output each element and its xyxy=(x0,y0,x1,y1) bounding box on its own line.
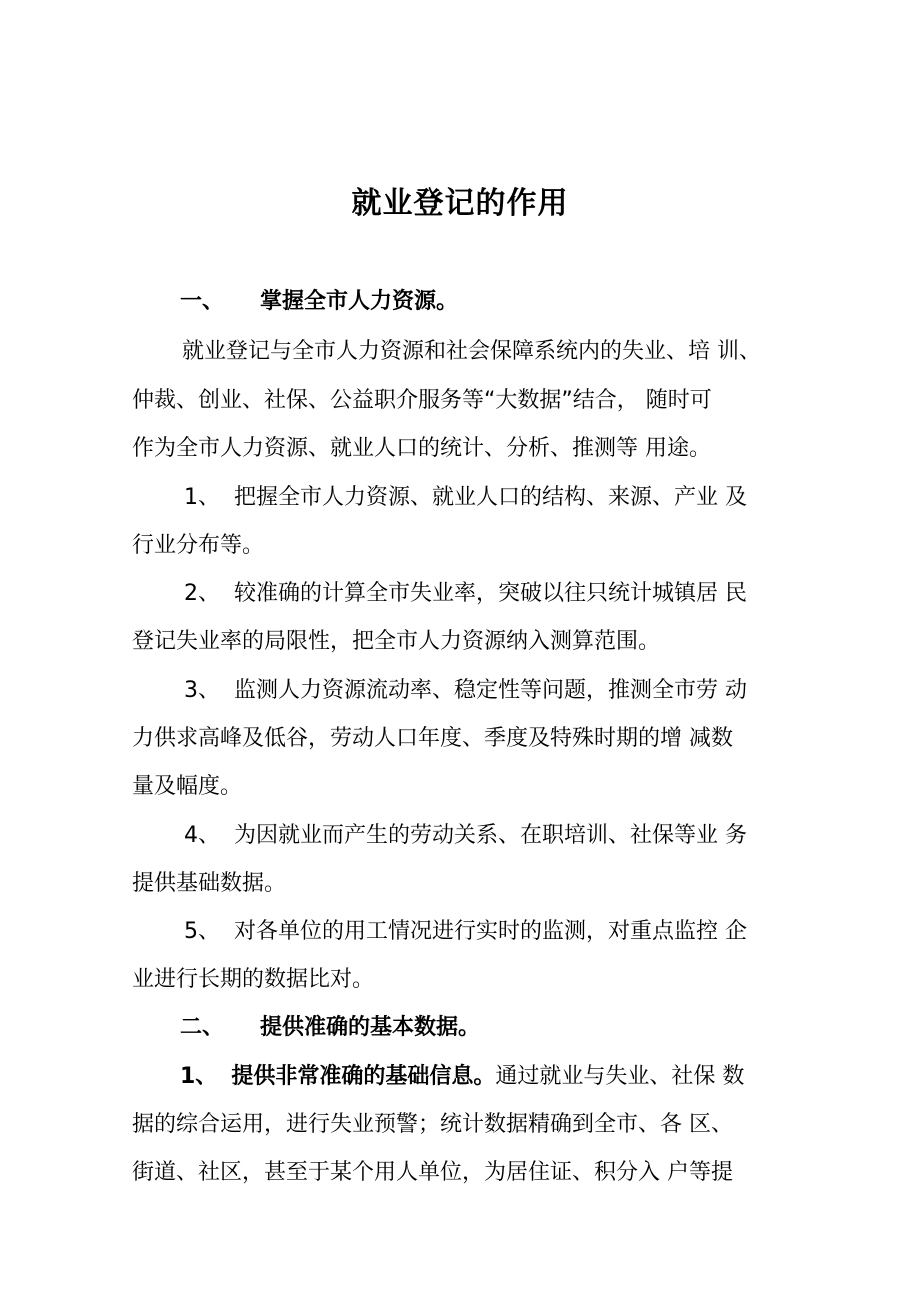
section-1-heading xyxy=(180,287,860,317)
item-1-line-1 xyxy=(184,483,864,513)
item-2-number: 2、 xyxy=(184,581,220,606)
s2-item-1-lead: 提供非常准确的基础信息。 xyxy=(231,1064,496,1089)
item-1-text: 把握全市人力资源、就业人口的结构、来源、产业 及 xyxy=(234,485,747,510)
item-5-line-1 xyxy=(184,917,864,947)
section-2-marker: 二、 xyxy=(180,1015,225,1040)
item-4-line-2: 提供基础数据。 xyxy=(132,871,287,896)
section-1-title: 掌握全市人力资源。 xyxy=(260,289,459,314)
item-5-line-2: 业进行长期的数据比对。 xyxy=(132,967,375,992)
item-5-number: 5、 xyxy=(184,919,220,944)
s2-item-1-line-1 xyxy=(180,1062,860,1092)
intro-line-1: 就业登记与全市人力资源和社会保障系统内的失业、培 训、 xyxy=(182,339,761,364)
item-1-number: 1、 xyxy=(184,485,220,510)
item-3-line-3: 量及幅度。 xyxy=(132,774,243,799)
s2-item-1-rest: 通过就业与失业、社保 数 xyxy=(495,1064,745,1089)
item-3-number: 3、 xyxy=(184,678,220,703)
s2-item-1-number: 1、 xyxy=(180,1064,218,1089)
s2-item-1-line-2: 据的综合运用，进行失业预警；统计数据精确到全市、各 区、 xyxy=(132,1112,733,1137)
section-2-heading xyxy=(180,1013,860,1043)
section-1-marker: 一、 xyxy=(180,289,225,314)
item-3-line-1 xyxy=(184,676,864,706)
item-5-text: 对各单位的用工情况进行实时的监测，对重点监控 企 xyxy=(234,919,747,944)
item-2-line-1 xyxy=(184,579,864,609)
intro-line-2: 仲裁、创业、社保、公益职介服务等“大数据”结合， 随时可 xyxy=(132,388,712,413)
item-4-text: 为因就业而产生的劳动关系、在职培训、社保等业 务 xyxy=(234,823,747,848)
item-4-line-1 xyxy=(184,821,864,851)
item-4-number: 4、 xyxy=(184,823,220,848)
section-2-title: 提供准确的基本数据。 xyxy=(260,1015,481,1040)
item-2-line-2: 登记失业率的局限性，把全市人力资源纳入测算范围。 xyxy=(132,629,661,654)
item-1-line-2: 行业分布等。 xyxy=(132,533,265,558)
item-3-line-2: 力供求高峰及低谷，劳动人口年度、季度及特殊时期的增 减数 xyxy=(132,726,733,751)
intro-line-3: 作为全市人力资源、就业人口的统计、分析、推测等 用途。 xyxy=(132,436,711,461)
item-2-text: 较准确的计算全市失业率，突破以往只统计城镇居 民 xyxy=(234,581,747,606)
s2-item-1-line-3: 街道、社区，甚至于某个用人单位，为居住证、积分入 户等提 xyxy=(132,1160,733,1185)
document-title: 就业登记的作用 xyxy=(351,186,569,221)
item-3-text: 监测人力资源流动率、稳定性等问题，推测全市劳 动 xyxy=(234,678,747,703)
